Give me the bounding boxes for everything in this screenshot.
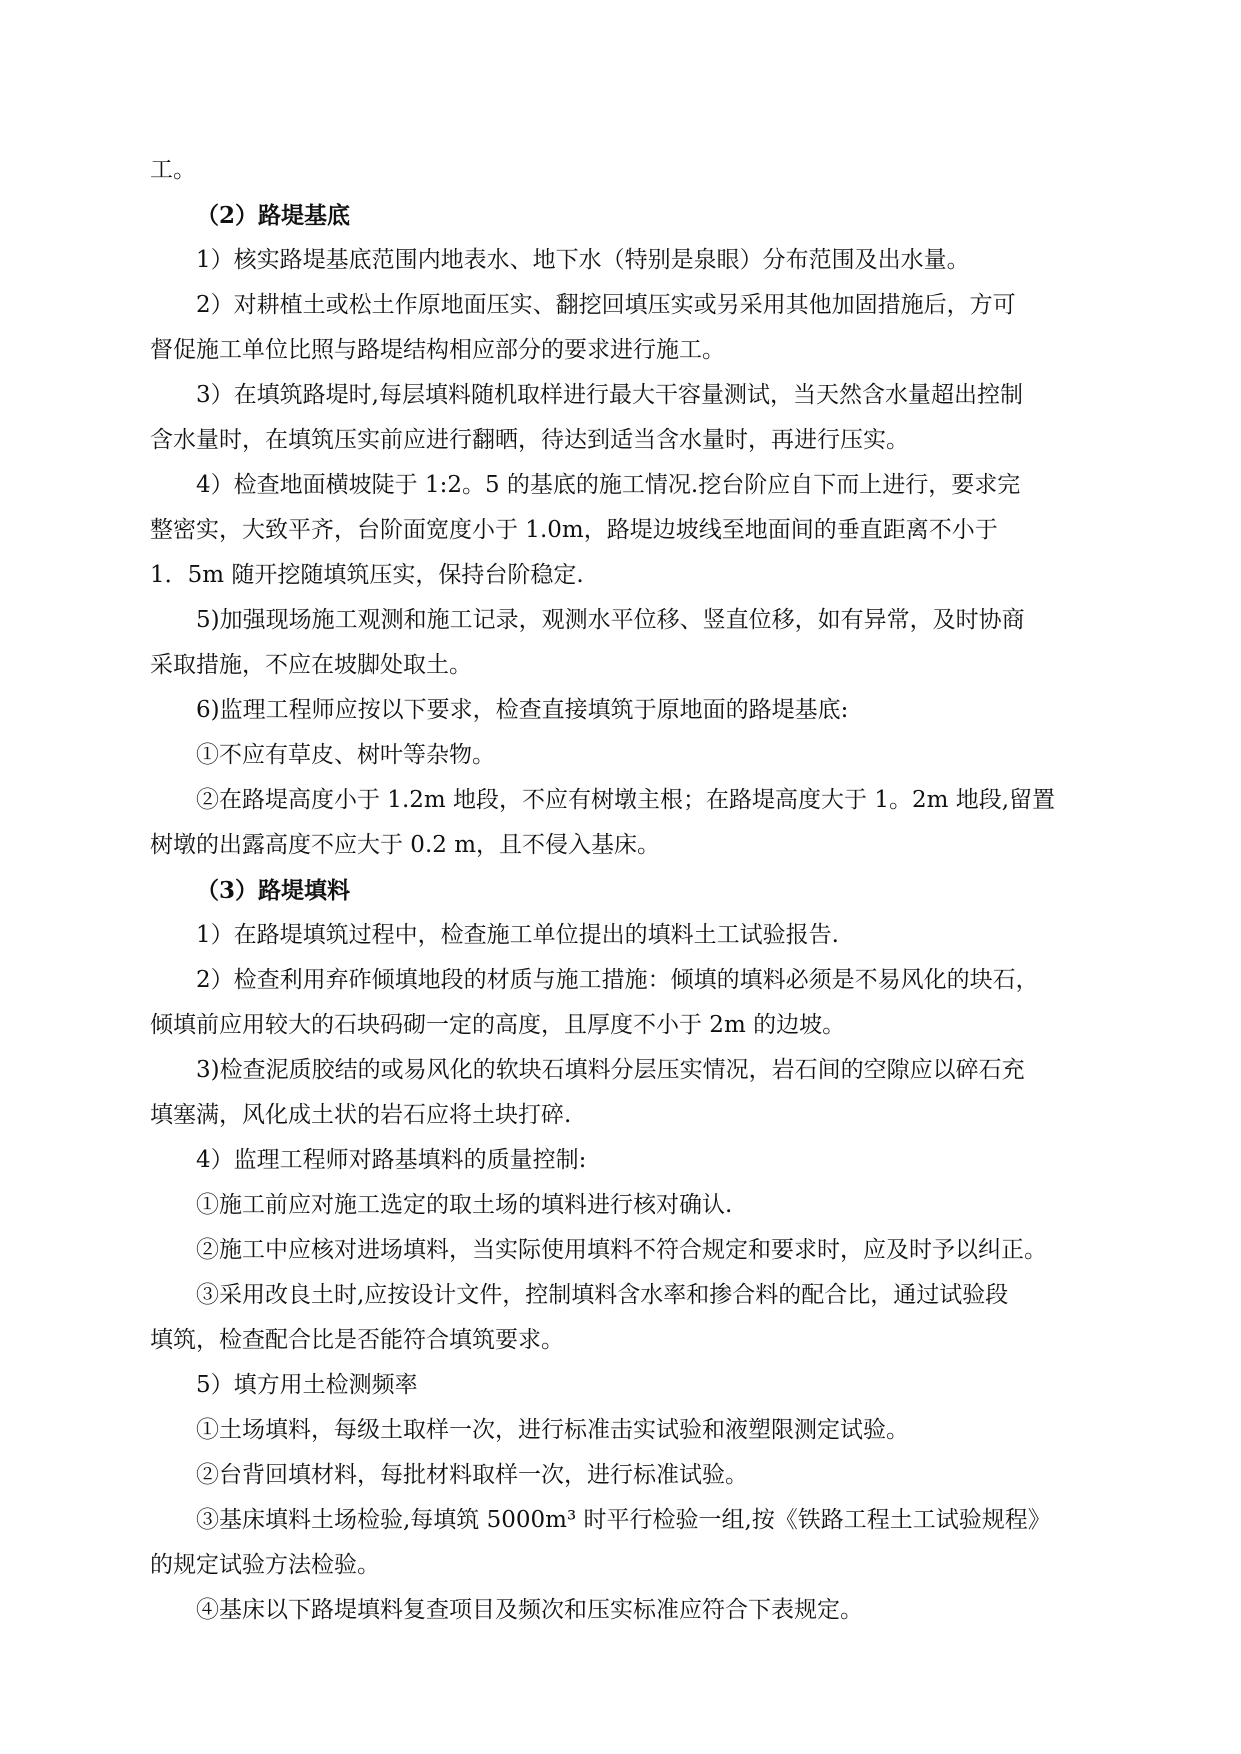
section-heading: （2）路堤基底 xyxy=(196,202,351,229)
paragraph-line: 3)检查泥质胶结的或易风化的软块石填料分层压实情况，岩石间的空隙应以碎石充 xyxy=(196,1057,1025,1083)
paragraph-line: 填筑，检查配合比是否能符合填筑要求。 xyxy=(150,1327,564,1353)
paragraph-line: ②在路堤高度小于 1.2m 地段，不应有树墩主根；在路堤高度大于 1。2m 地段,留置 xyxy=(196,787,1056,813)
paragraph-line: 3）在填筑路堤时,每层填料随机取样进行最大干容量测试，当天然含水量超出控制 xyxy=(196,382,1023,408)
document-body xyxy=(150,148,1095,1633)
paragraph-line: 填塞满，风化成土状的岩石应将土块打碎. xyxy=(150,1102,572,1128)
paragraph-line: ②台背回填材料，每批材料取样一次，进行标准试验。 xyxy=(196,1462,748,1488)
paragraph-line: 倾填前应用较大的石块码砌一定的高度，且厚度不小于 2m 的边坡。 xyxy=(150,1012,846,1038)
paragraph-line: 4）监理工程师对路基填料的质量控制: xyxy=(196,1147,587,1173)
paragraph-line: 4）检查地面横坡陡于 1:2。5 的基底的施工情况.挖台阶应自下而上进行，要求完 xyxy=(196,472,1021,498)
paragraph-line: 5)加强现场施工观测和施工记录，观测水平位移、竖直位移，如有异常，及时协商 xyxy=(196,607,1025,633)
paragraph-line: 工。 xyxy=(150,157,196,183)
paragraph-line: 1）在路堤填筑过程中，检查施工单位提出的填料土工试验报告. xyxy=(196,922,839,948)
paragraph-line: 2）对耕植土或松土作原地面压实、翻挖回填压实或另采用其他加固措施后，方可 xyxy=(196,292,1016,318)
paragraph-line: 含水量时，在填筑压实前应进行翻晒，待达到适当含水量时，再进行压实。 xyxy=(150,427,909,453)
paragraph-line: 5）填方用土检测频率 xyxy=(196,1372,418,1398)
paragraph-line: ③基床填料土场检验,每填筑 5000m³ 时平行检验一组,按《铁路工程土工试验规程》 xyxy=(196,1507,1051,1533)
paragraph-line: ①施工前应对施工选定的取土场的填料进行核对确认. xyxy=(196,1192,733,1218)
paragraph-line: 2）检查利用弃砟倾填地段的材质与施工措施：倾填的填料必须是不易风化的块石， xyxy=(196,967,1039,993)
paragraph-line: 的规定试验方法检验。 xyxy=(150,1552,380,1578)
paragraph-line: 整密实，大致平齐，台阶面宽度小于 1.0m，路堤边坡线至地面间的垂直距离不小于 xyxy=(150,517,998,543)
paragraph-line: 1．5m 随开挖随填筑压实，保持台阶稳定. xyxy=(150,562,584,588)
paragraph-line: ③采用改良土时,应按设计文件，控制填料含水率和掺合料的配合比，通过试验段 xyxy=(196,1282,1009,1308)
paragraph-line: 树墩的出露高度不应大于 0.2 m，且不侵入基床。 xyxy=(150,832,661,858)
paragraph-line: ①不应有草皮、树叶等杂物。 xyxy=(196,742,495,768)
paragraph-line: 督促施工单位比照与路堤结构相应部分的要求进行施工。 xyxy=(150,337,725,363)
paragraph-line: 6)监理工程师应按以下要求，检查直接填筑于原地面的路堤基底: xyxy=(196,697,849,723)
paragraph-line: ②施工中应核对进场填料，当实际使用填料不符合规定和要求时，应及时予以纠正。 xyxy=(196,1237,1047,1263)
paragraph-line: ④基床以下路堤填料复查项目及频次和压实标准应符合下表规定。 xyxy=(196,1597,863,1623)
paragraph-line: 1）核实路堤基底范围内地表水、地下水（特别是泉眼）分布范围及出水量。 xyxy=(196,247,970,273)
paragraph-line: 采取措施，不应在坡脚处取土。 xyxy=(150,652,472,678)
paragraph-line: ①土场填料，每级土取样一次，进行标准击实试验和液塑限测定试验。 xyxy=(196,1417,909,1443)
section-heading: （3）路堤填料 xyxy=(196,877,351,904)
